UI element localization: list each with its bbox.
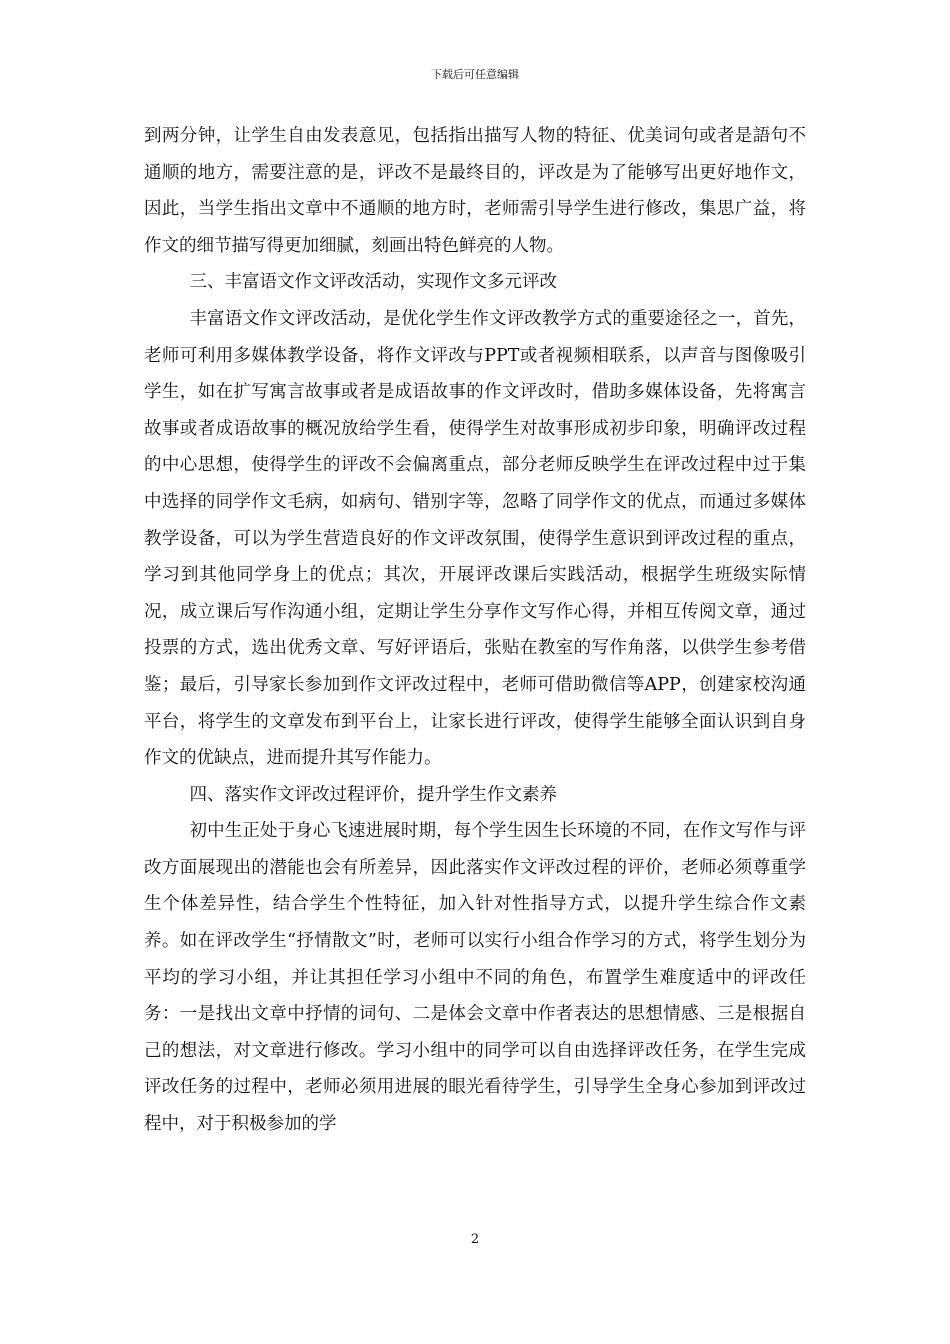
page-header: 下载后可任意编辑 [431,68,519,81]
body-paragraph: 初中生正处于身心飞速进展时期，每个学生因生长环境的不同，在作文写作与评改方面展现出的潜能也会有所差异，因此落实作文评改过程的评价，老师必须尊重学生个体差异性，结合学生个性特征，加入针对性指导方式，以提升学生综合作文素养。如在评改学生“抒情散文”时，老师可以实行小组合作学习的方式，将学生划分为平均的学习小组，并让其担任学习小组中不同的角色，布置学生难度适中的评改任务：一是找出文章中抒情的词句、二是体会文章中作者表达的思想情感、三是根据自己的想法，对文章进行修改。学习小组中的同学可以自由选择评改任务，在学生完成评改任务的过程中，老师必须用进展的眼光看待学生，引导学生全身心参加到评改过程中，对于积极参加的学 [144,821,806,1135]
document-body [144,118,806,1143]
body-paragraph: 丰富语文作文评改活动，是优化学生作文评改教学方式的重要途径之一，首先，老师可利用多媒体教学设备，将作文评改与PPT或者视频相联系，以声音与图像吸引学生，如在扩写寓言故事或者是成语故事的作文评改时，借助多媒体设备，先将寓言故事或者成语故事的概况放给学生看，使得学生对故事形成初步印象，明确评改过程的中心思想，使得学生的评改不会偏离重点，部分老师反映学生在评改过程中过于集中选择的同学作文毛病，如病句、错别字等，忽略了同学作文的优点，而通过多媒体教学设备，可以为学生营造良好的作文评改氛围，使得学生意识到评改过程的重点，学习到其他同学身上的优点；其次，开展评改课后实践活动，根据学生班级实际情况，成立课后写作沟通小组，定期让学生分享作文写作心得，并相互传阅文章，通过投票的方式，选出优秀文章、写好评语后，张贴在教室的写作角落，以供学生参考借鉴；最后，引导家长参加到作文评改过程中，老师可借助微信等APP，创建家校沟通平台，将学生的文章发布到平台上，让家长进行评改，使得学生能够全面认识到自身作文的优缺点，进而提升其写作能力。 [144,308,806,769]
section-heading: 四、落实作文评改过程评价，提升学生作文素养 [189,784,557,805]
page-number: 2 [470,1232,480,1247]
section-heading: 三、丰富语文作文评改活动，实现作文多元评改 [189,272,557,293]
body-paragraph: 到两分钟，让学生自由发表意见，包括指出描写人物的特征、优美词句或者是語句不通顺的地方，需要注意的是，评改不是最终目的，评改是为了能够写出更好地作文，因此，当学生指出文章中不通顺的地方时，老师需引导学生进行修改，集思广益，将作文的细节描写得更加细腻，刻画出特色鲜亮的人物。 [144,126,806,256]
